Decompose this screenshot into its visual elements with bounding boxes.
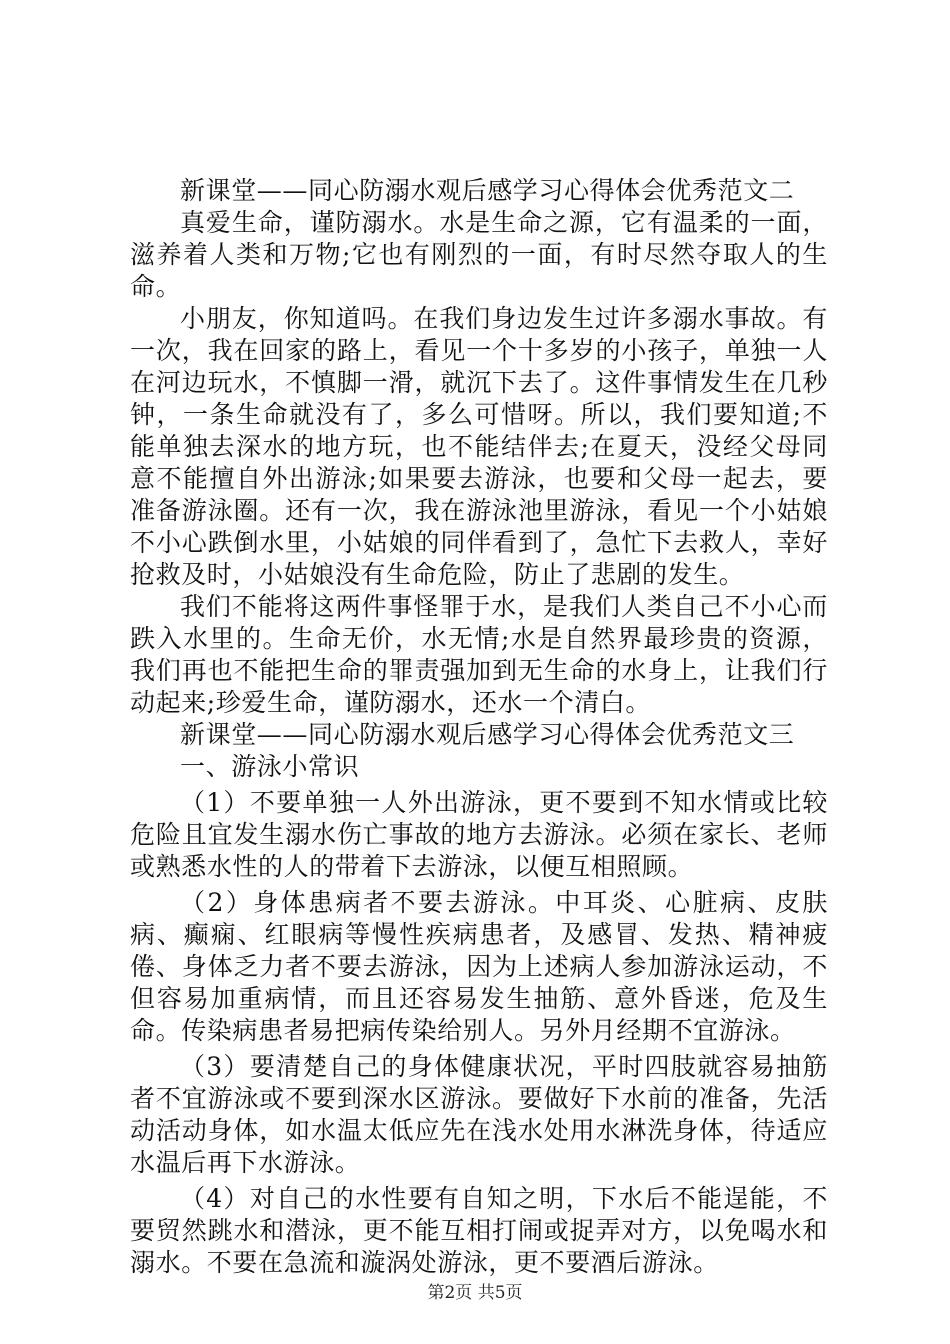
list-item: （3）要清楚自己的身体健康状况，平时四肢就容易抽筋者不宜游泳或不要到深水区游泳。要做好下水前的准备，先活动活动身体，如水温太低应先在浅水处用水淋洗身体，待适应水温后再下水游泳。 [130,1052,828,1177]
list-item: （4）对自己的水性要有自知之明，下水后不能逞能，不要贸然跳水和潜泳，更不能互相打闹或捉弄对方，以免喝水和溺水。不要在急流和漩涡处游泳，更不要酒后游泳。 [130,1184,828,1277]
list-item: （2）身体患病者不要去游泳。中耳炎、心脏病、皮肤病、癫痫、红眼病等慢性疾病患者，及感冒、发热、精神疲倦、身体乏力者不要去游泳，因为上述病人参加游泳运动，不但容易加重病情，而且还容易发生抽筋、意外昏迷，危及生命。传染病患者易把病传染给别人。另外月经期不宜游泳。 [130,888,828,1045]
document-body [130,175,828,1279]
page-number: 第2页 共5页 [427,1283,523,1303]
section-heading: 一、游泳小常识 [180,752,360,781]
essay-title-2: 新课堂——同心防溺水观后感学习心得体会优秀范文二 [180,176,795,205]
paragraph: 我们不能将这两件事怪罪于水，是我们人类自己不小心而跌入水里的。生命无价，水无情;水是自然界最珍贵的资源，我们再也不能把生命的罪责强加到无生命的水身上，让我们行动起来;珍爱生命，谨防溺水，还水一个清白。 [130,592,828,717]
list-item: （1）不要单独一人外出游泳，更不要到不知水情或比较危险且宜发生溺水伤亡事故的地方去游泳。必须在家长、老师或熟悉水性的人的带着下去游泳，以便互相照顾。 [130,788,828,881]
paragraph: 小朋友，你知道吗。在我们身边发生过许多溺水事故。有一次，我在回家的路上，看见一个十多岁的小孩子，单独一人在河边玩水，不慎脚一滑，就沉下去了。这件事情发生在几秒钟，一条生命就没有了，多么可惜呀。所以，我们要知道;不能单独去深水的地方玩，也不能结伴去;在夏天，没经父母同意不能擅自外出游泳;如果要去游泳，也要和父母一起去，要准备游泳圈。还有一次，我在游泳池里游泳，看见一个小姑娘不小心跌倒水里，小姑娘的同伴看到了，急忙下去救人，幸好抢救及时，小姑娘没有生命危险，防止了悲剧的发生。 [130,304,828,589]
paragraph: 真爱生命，谨防溺水。水是生命之源，它有温柔的一面，滋养着人类和万物;它也有刚烈的一面，有时尽然夺取人的生命。 [130,208,828,301]
essay-title-3: 新课堂——同心防溺水观后感学习心得体会优秀范文三 [180,720,795,749]
